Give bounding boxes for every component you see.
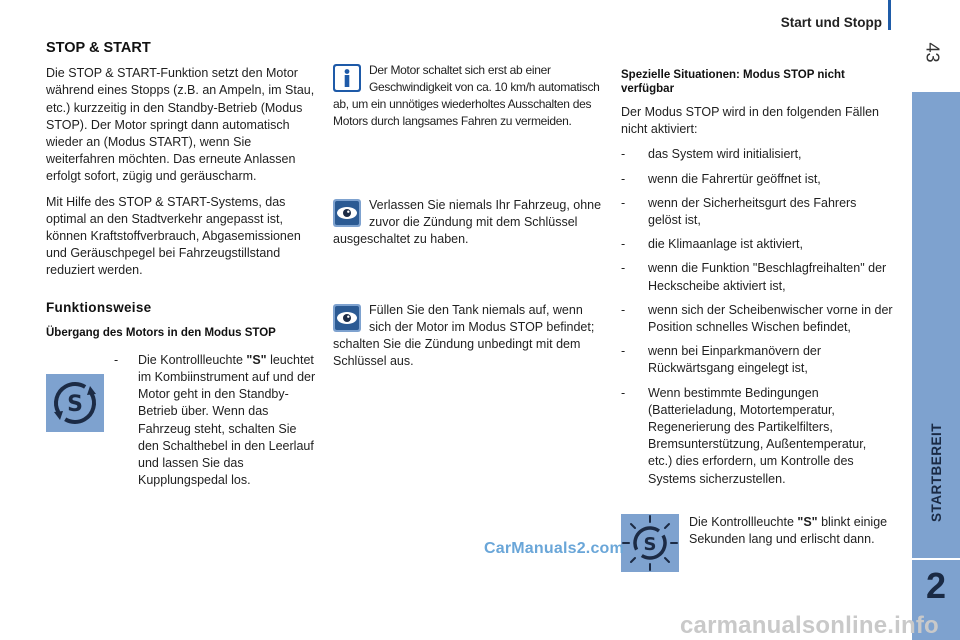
- section-title: STOP & START: [46, 40, 151, 56]
- svg-text:S: S: [643, 533, 657, 555]
- functionality-heading: Funktionsweise: [46, 299, 152, 315]
- watermark-carmanuals2: CarManuals2.com: [484, 540, 624, 557]
- condition-item: [621, 260, 893, 294]
- eye-icon: [333, 304, 361, 332]
- condition-text: wenn bei Einparkmanövern der Rückwärtsgang eingelegt ist,: [648, 344, 822, 376]
- bullet-content: [138, 352, 318, 490]
- stop-mode-heading: Übergang des Motors in den Modus STOP: [46, 326, 276, 339]
- blinking-indicator-note: [621, 514, 893, 572]
- condition-dash: -: [621, 237, 626, 252]
- condition-item: [621, 195, 893, 229]
- special-situations-heading: Spezielle Situationen: Modus STOP nicht verfügbar: [621, 69, 845, 95]
- condition-dash: -: [621, 195, 626, 210]
- condition-item: [621, 236, 893, 253]
- column-middle: [333, 62, 605, 380]
- chapter-number: 2: [925, 565, 947, 606]
- stop-mode-bullet: [46, 352, 318, 490]
- warning-leave-text: Verlassen Sie niemals Ihr Fahrzeug, ohne zuvor die Zündung mit dem Schlüssel ausgeschaltet zu haben.: [333, 198, 602, 247]
- condition-text: wenn sich der Scheibenwischer vorne in der Position schnelles Wischen befindet,: [648, 302, 893, 335]
- condition-text: wenn der Sicherheitsgurt des Fahrers gelöst ist,: [648, 195, 857, 228]
- kontroll-post: blinkt einige Sekunden lang und erlischt dann.: [689, 514, 888, 547]
- stop-mode-bullet-text: [114, 352, 318, 490]
- bullet-dash: -: [114, 352, 119, 367]
- condition-item: [621, 146, 893, 163]
- warning-note-refuel: [333, 302, 605, 371]
- condition-dash: -: [621, 302, 626, 317]
- info-note: [333, 62, 605, 130]
- chapter-tab-label: STARTBEREIT: [928, 422, 944, 522]
- condition-text: das System wird initialisiert,: [648, 147, 802, 162]
- intro-paragraph: Die STOP & START-Funktion setzt den Motor während eines Stopps (z.B. an Ampeln, im Stau, etc.) kurzzeitig in den Standby-Betrieb (Modus STOP). Der Motor springt dann automatisch wieder an (Modus START), wenn Sie weiterfahren möchten. Das erneute Anlassen erfolgt sofort, zügig und geräuscharm.: [46, 66, 315, 184]
- condition-item: [621, 385, 893, 488]
- column-left: [46, 40, 318, 489]
- page-number: 43: [922, 42, 943, 63]
- stop-start-icon: [46, 374, 104, 432]
- condition-text: die Klimaanlage ist aktiviert,: [648, 237, 803, 252]
- blinking-indicator-text: [689, 514, 893, 572]
- kontroll-bold: "S": [797, 514, 818, 529]
- chapter-tab-label-wrapper: [912, 372, 960, 572]
- bullet-text-pre: Die Kontrollleuchte: [138, 352, 247, 367]
- condition-item: [621, 343, 893, 377]
- condition-text: wenn die Fahrertür geöffnet ist,: [648, 171, 821, 186]
- condition-dash: -: [621, 261, 626, 276]
- info-icon: [333, 64, 361, 92]
- kontroll-pre: Die Kontrollleuchte: [689, 514, 798, 529]
- condition-item: [621, 302, 893, 336]
- bullet-text-post: leuchtet im Kombiinstrument auf und der Motor geht in den Standby-Betrieb über. Wenn das Fahrzeug steht, schalten Sie den Schalthebel in den Leerlauf und lassen Sie das Kupplungspedal los.: [138, 352, 316, 488]
- condition-dash: -: [621, 385, 626, 400]
- condition-dash: -: [621, 147, 626, 162]
- eye-icon: [333, 199, 361, 227]
- header-rule: [888, 0, 891, 30]
- info-note-text: Der Motor schaltet sich erst ab einer Geschwindigkeit von ca. 10 km/h automatisch ab, um ein unnötiges wiederholtes Ausschalten des Motors durch langsames Fahren zu vermeiden.: [333, 63, 600, 128]
- special-situations-intro: Der Modus STOP wird in den folgenden Fällen nicht aktiviert:: [621, 105, 880, 137]
- warning-note-leave-vehicle: [333, 197, 605, 249]
- bullet-text-bold: "S": [246, 352, 267, 367]
- condition-dash: -: [621, 171, 626, 186]
- side-divider: [912, 558, 960, 560]
- column-right: [621, 62, 893, 572]
- conditions-list: [621, 146, 893, 487]
- watermark-carmanualsonline: carmanualsonline.info: [680, 612, 939, 639]
- page-header-title: Start und Stopp: [780, 15, 882, 30]
- condition-item: [621, 171, 893, 188]
- svg-text:S: S: [67, 391, 83, 417]
- condition-text: Wenn bestimmte Bedingungen (Batterieladung, Motortemperatur, Regenerierung des Partikelfilters, Bremsunterstützung, Außentemperatur, etc.) dies erfordern, um Kontrolle des Systems sicherzustellen.: [648, 385, 867, 486]
- warning-refuel-text: Füllen Sie den Tank niemals auf, wenn sich der Motor im Modus STOP befindet; schalten Sie die Zündung unbedingt mit dem Schlüssel aus.: [333, 302, 595, 369]
- condition-dash: -: [621, 344, 626, 359]
- stop-start-blinking-icon: [621, 514, 679, 572]
- condition-text: wenn die Funktion "Beschlagfreihalten" der Heckscheibe aktiviert ist,: [648, 261, 887, 293]
- benefits-paragraph: Mit Hilfe des STOP & START-Systems, das optimal an den Stadtverkehr angepasst ist, können Kraftstoffverbrauch, Abgasemissionen und Geräuschpegel bei Fahrzeugstillstand reduziert werden.: [46, 194, 301, 278]
